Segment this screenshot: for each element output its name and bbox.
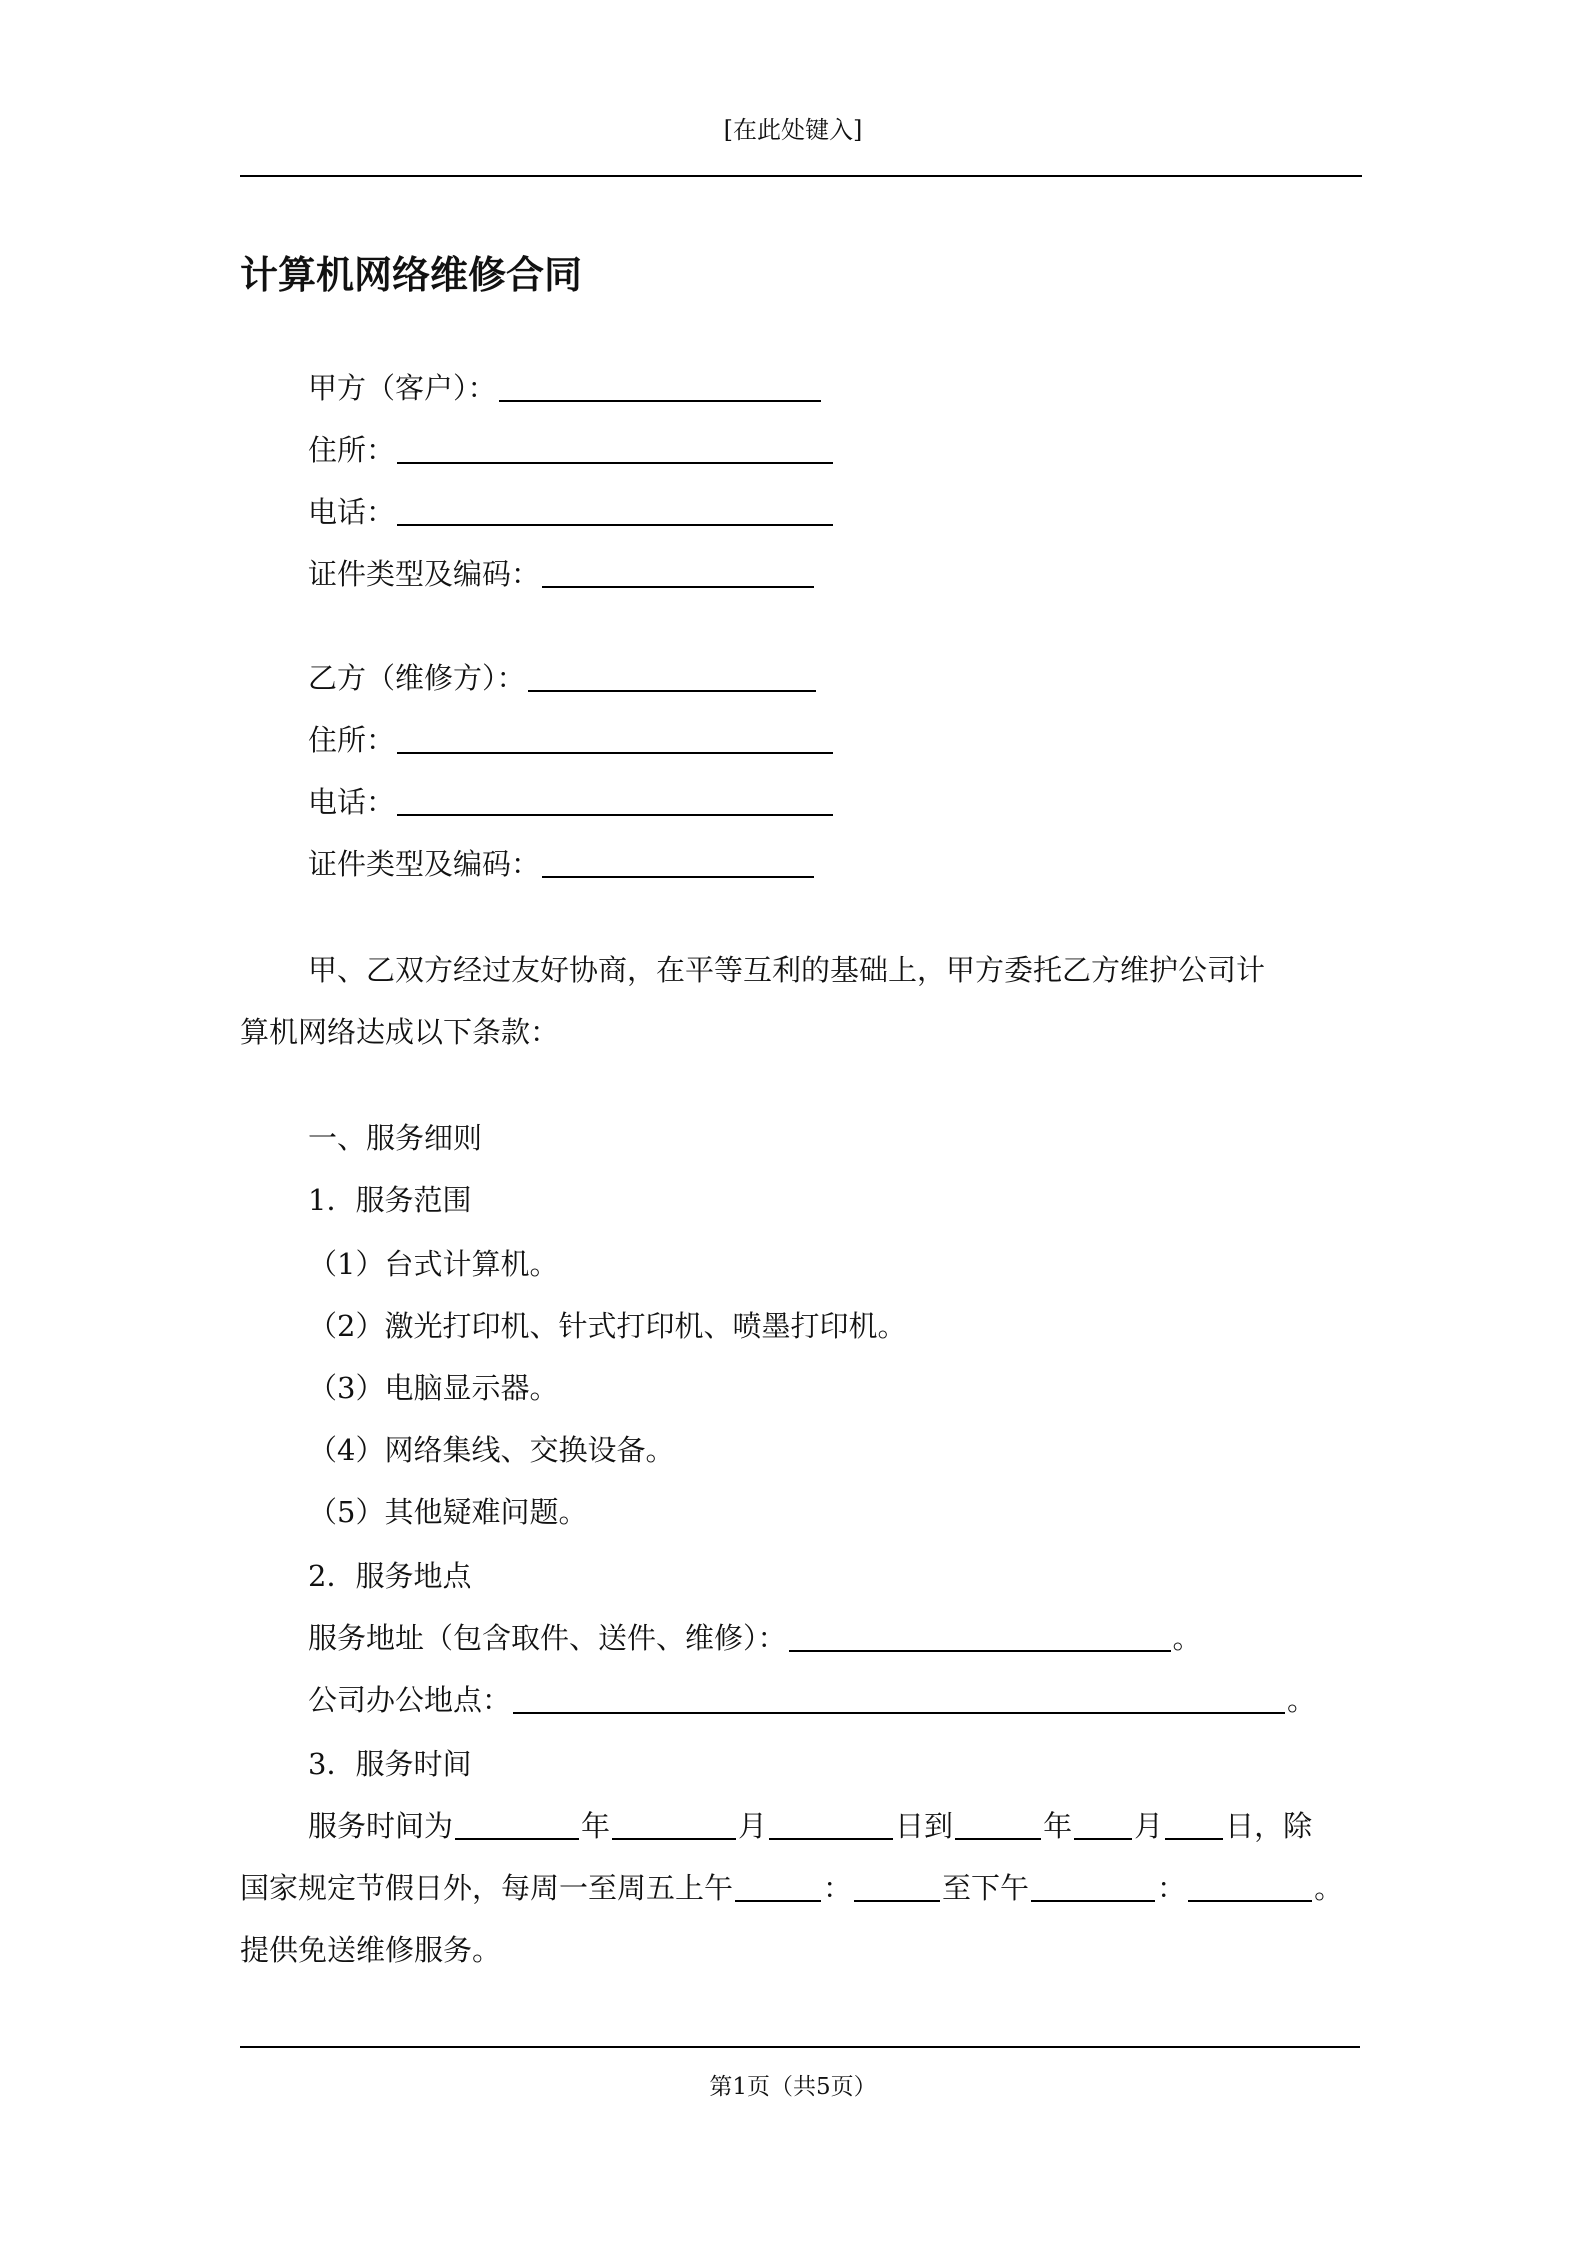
- service-address-label: 服务地址（包含取件、送件、维修）：: [308, 1621, 787, 1655]
- footer-rule: [240, 2046, 1360, 2048]
- service-address-field[interactable]: [789, 1620, 1171, 1652]
- party-b-id-line: [308, 844, 816, 884]
- party-a-phone-field[interactable]: [397, 494, 833, 526]
- header-rule: [240, 175, 1362, 177]
- party-a-address-field[interactable]: [397, 432, 833, 464]
- colon-1: ：: [823, 1871, 853, 1905]
- document-title: 计算机网络维修合同: [240, 252, 583, 297]
- service-time-line-3: 提供免送维修服务。: [240, 1933, 502, 1967]
- start-year-field[interactable]: [455, 1808, 579, 1840]
- party-b-id-field[interactable]: [542, 846, 814, 878]
- morning-hour-field[interactable]: [735, 1870, 821, 1902]
- party-a-id-line: [308, 554, 816, 594]
- party-a-name-field[interactable]: [499, 370, 821, 402]
- party-b-name-line: [308, 658, 818, 698]
- party-a-id-field[interactable]: [542, 556, 814, 588]
- end-month-field[interactable]: [1074, 1808, 1132, 1840]
- start-day-field[interactable]: [769, 1808, 893, 1840]
- service-address-line: [308, 1618, 1202, 1658]
- scope-item: （3）电脑显示器。: [308, 1371, 559, 1405]
- colon-2: ：: [1157, 1871, 1187, 1905]
- party-a-phone-line: [308, 492, 835, 532]
- office-location-label: 公司办公地点：: [308, 1683, 512, 1717]
- start-month-label: 月: [738, 1809, 768, 1843]
- page-header: [在此处键入]: [723, 116, 863, 144]
- party-b-phone-label: 电话：: [308, 785, 396, 819]
- service-address-end: 。: [1172, 1621, 1202, 1655]
- end-day-field[interactable]: [1165, 1808, 1223, 1840]
- page-footer: 第1页（共5页）: [709, 2074, 877, 2100]
- party-b-phone-field[interactable]: [397, 784, 833, 816]
- afternoon-hour-field[interactable]: [1031, 1870, 1155, 1902]
- scope-item: （1）台式计算机。: [308, 1247, 559, 1281]
- scope-item: （4）网络集线、交换设备。: [308, 1433, 675, 1467]
- location-heading: 2．服务地点: [308, 1559, 472, 1593]
- office-location-field[interactable]: [513, 1682, 1285, 1714]
- party-a-phone-label: 电话：: [308, 495, 396, 529]
- scope-heading: 1．服务范围: [308, 1183, 472, 1217]
- start-year-label: 年: [581, 1809, 611, 1843]
- service-time-end: 。: [1314, 1871, 1344, 1905]
- day-to-label: 日到: [895, 1809, 954, 1843]
- party-a-name-label: 甲方（客户）：: [308, 371, 497, 405]
- party-b-id-label: 证件类型及编码：: [308, 847, 541, 881]
- party-b-address-label: 住所：: [308, 723, 396, 757]
- end-month-label: 月: [1134, 1809, 1164, 1843]
- morning-minute-field[interactable]: [854, 1870, 940, 1902]
- service-time-line-1: [308, 1806, 1312, 1846]
- party-a-address-line: [308, 430, 835, 470]
- office-location-end: 。: [1287, 1683, 1317, 1717]
- party-a-name-line: [308, 368, 823, 408]
- scope-item: （5）其他疑难问题。: [308, 1495, 588, 1529]
- intro-line-2: 算机网络达成以下条款：: [240, 1015, 560, 1049]
- service-time-prefix: 服务时间为: [308, 1809, 454, 1843]
- party-b-address-line: [308, 720, 835, 760]
- intro-line-1: 甲、乙双方经过友好协商，在平等互利的基础上，甲方委托乙方维护公司计: [308, 953, 1266, 987]
- scope-item: （2）激光打印机、针式打印机、喷墨打印机。: [308, 1309, 907, 1343]
- party-b-name-field[interactable]: [528, 660, 816, 692]
- party-b-name-label: 乙方（维修方）：: [308, 661, 526, 695]
- end-day-label: 日，除: [1225, 1809, 1313, 1843]
- party-a-address-label: 住所：: [308, 433, 396, 467]
- time-heading: 3．服务时间: [308, 1747, 472, 1781]
- section-heading: 一、服务细则: [308, 1121, 483, 1155]
- office-location-line: [308, 1680, 1316, 1720]
- service-time-line-2: [240, 1868, 1343, 1908]
- party-a-id-label: 证件类型及编码：: [308, 557, 541, 591]
- afternoon-minute-field[interactable]: [1188, 1870, 1312, 1902]
- party-b-address-field[interactable]: [397, 722, 833, 754]
- party-b-phone-line: [308, 782, 835, 822]
- to-afternoon-label: 至下午: [942, 1871, 1030, 1905]
- end-year-label: 年: [1043, 1809, 1073, 1843]
- weekday-morning-label: 国家规定节假日外，每周一至周五上午: [240, 1871, 734, 1905]
- end-year-field[interactable]: [955, 1808, 1041, 1840]
- start-month-field[interactable]: [612, 1808, 736, 1840]
